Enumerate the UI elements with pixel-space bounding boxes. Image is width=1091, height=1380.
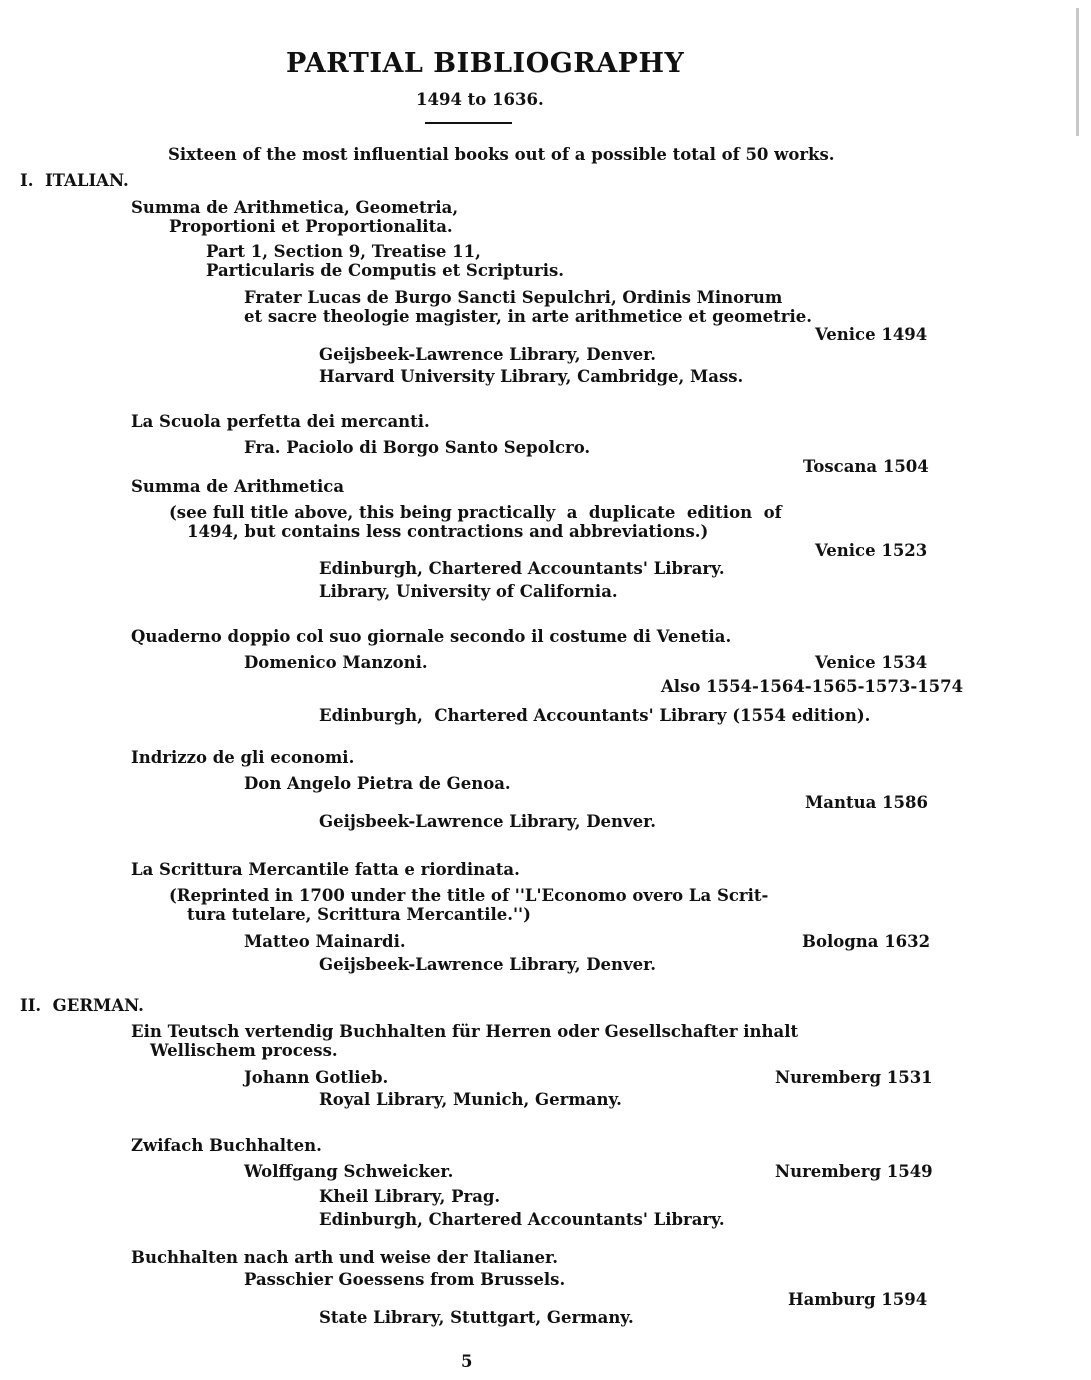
work-author: Wolffgang Schweicker. <box>244 1162 454 1181</box>
work-title: Zwifach Buchhalten. <box>131 1136 322 1155</box>
work-title: Wellischem process. <box>150 1041 338 1060</box>
library: Geijsbeek-Lawrence Library, Denver. <box>319 812 657 831</box>
place-year: Mantua 1586 <box>805 793 928 812</box>
work-title: Summa de Arithmetica, Geometria, <box>131 198 459 217</box>
page-number: 5 <box>461 1352 473 1371</box>
library: Geijsbeek-Lawrence Library, Denver. <box>319 345 657 364</box>
place-year: Bologna 1632 <box>802 932 931 951</box>
work-title: Proportioni et Proportionalita. <box>169 217 453 236</box>
library: Edinburgh, Chartered Accountants' Library. <box>319 559 725 578</box>
library: Edinburgh, Chartered Accountants' Library (1554 edition). <box>319 706 871 725</box>
place-year: Nuremberg 1549 <box>775 1162 933 1181</box>
work-author: Fra. Paciolo di Borgo Santo Sepolcro. <box>244 438 591 457</box>
work-author: Frater Lucas de Burgo Sancti Sepulchri, Ordinis Minorum <box>244 288 783 307</box>
work-note: 1494, but contains less contractions and abbreviations.) <box>187 522 709 541</box>
work-title: La Scuola perfetta dei mercanti. <box>131 412 430 431</box>
page-subtitle: 1494 to 1636. <box>416 90 544 109</box>
place-year: Venice 1523 <box>815 541 928 560</box>
library: Harvard University Library, Cambridge, Mass. <box>319 367 744 386</box>
page-edge-shadow <box>1076 8 1079 136</box>
work-note: (see full title above, this being practically a duplicate edition of <box>169 503 782 522</box>
library: Library, University of California. <box>319 582 618 601</box>
section-heading-italian: I. ITALIAN. <box>20 171 129 190</box>
work-note: tura tutelare, Scrittura Mercantile.'') <box>187 905 531 924</box>
place-year: Venice 1534 <box>815 653 928 672</box>
title-rule <box>425 122 512 124</box>
intro-text: Sixteen of the most influential books out of a possible total of 50 works. <box>168 145 835 164</box>
work-title: La Scrittura Mercantile fatta e riordinata. <box>131 860 520 879</box>
place-year: Hamburg 1594 <box>788 1290 928 1309</box>
section-heading-german: II. GERMAN. <box>20 996 144 1015</box>
work-note: (Reprinted in 1700 under the title of ''L'Economo overo La Scrit- <box>169 886 769 905</box>
work-title: Quaderno doppio col suo giornale secondo il costume di Venetia. <box>131 627 732 646</box>
library: Kheil Library, Prag. <box>319 1187 501 1206</box>
work-author: Passchier Goessens from Brussels. <box>244 1270 566 1289</box>
work-author: et sacre theologie magister, in arte arithmetice et geometrie. <box>244 307 812 326</box>
work-title: Indrizzo de gli economi. <box>131 748 355 767</box>
work-part: Part 1, Section 9, Treatise 11, <box>206 242 481 261</box>
work-title: Summa de Arithmetica <box>131 477 345 496</box>
work-author: Matteo Mainardi. <box>244 932 406 951</box>
library: Edinburgh, Chartered Accountants' Library. <box>319 1210 725 1229</box>
library: Geijsbeek-Lawrence Library, Denver. <box>319 955 657 974</box>
work-part: Particularis de Computis et Scripturis. <box>206 261 565 280</box>
work-author: Don Angelo Pietra de Genoa. <box>244 774 511 793</box>
library: Royal Library, Munich, Germany. <box>319 1090 622 1109</box>
work-author: Johann Gotlieb. <box>244 1068 389 1087</box>
work-title: Buchhalten nach arth und weise der Italianer. <box>131 1248 558 1267</box>
place-year: Toscana 1504 <box>803 457 929 476</box>
page-title: PARTIAL BIBLIOGRAPHY <box>286 48 685 79</box>
place-year: Venice 1494 <box>815 325 928 344</box>
library: State Library, Stuttgart, Germany. <box>319 1308 634 1327</box>
work-author: Domenico Manzoni. <box>244 653 428 672</box>
place-year: Nuremberg 1531 <box>775 1068 933 1087</box>
other-editions: Also 1554-1564-1565-1573-1574 <box>661 677 964 696</box>
work-title: Ein Teutsch vertendig Buchhalten für Herren oder Gesellschafter inhalt <box>131 1022 799 1041</box>
